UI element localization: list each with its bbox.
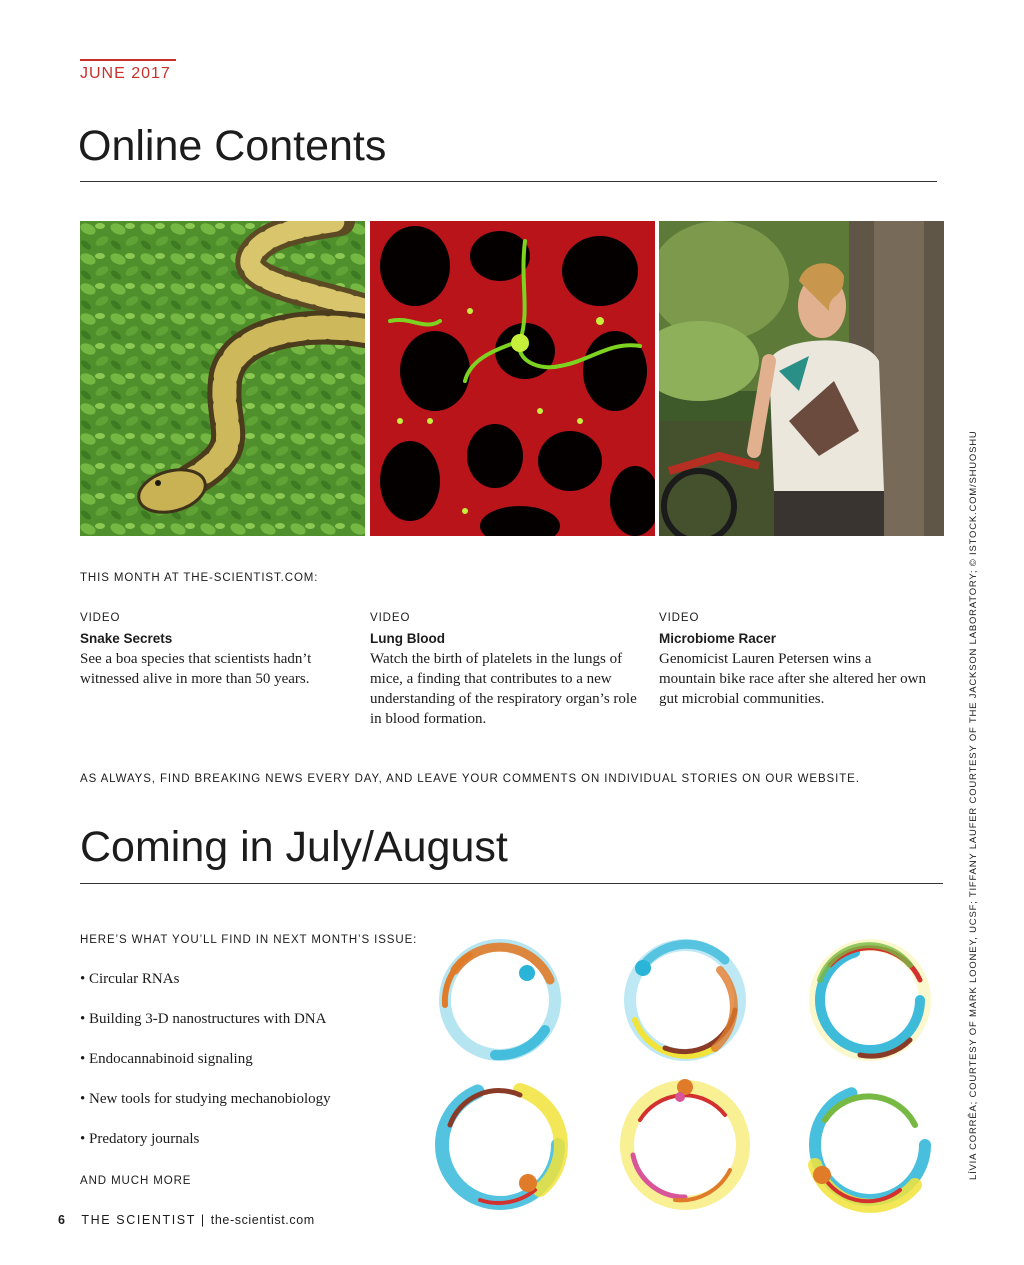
online-contents-title: Online Contents xyxy=(78,122,387,170)
item-headline[interactable]: Microbiome Racer xyxy=(659,631,777,646)
ring-3 xyxy=(815,945,925,1056)
list-item: • New tools for studying mechanobiology xyxy=(80,1091,331,1107)
item-headline[interactable]: Snake Secrets xyxy=(80,631,173,646)
magazine-name: THE SCIENTIST xyxy=(81,1213,196,1227)
issue-date: JUNE 2017 xyxy=(80,65,171,82)
much-more-label: AND MUCH MORE xyxy=(80,1175,192,1187)
item-headline[interactable]: Lung Blood xyxy=(370,631,445,646)
lung-blood-micrograph xyxy=(370,221,655,536)
list-item: • Building 3-D nanostructures with DNA xyxy=(80,1011,327,1027)
online-item-snake[interactable] xyxy=(80,612,350,689)
footer-separator: | xyxy=(200,1213,206,1227)
list-item: • Circular RNAs xyxy=(80,971,180,987)
ring-4 xyxy=(442,1087,561,1203)
item-type: VIDEO xyxy=(80,612,121,624)
circular-rna-illustration xyxy=(430,915,950,1215)
date-rule xyxy=(80,59,176,61)
item-description: Watch the birth of platelets in the lungs of mice, a finding that contributes to a new understanding of the respiratory organ’s role in blood formation. xyxy=(370,651,637,727)
page-footer xyxy=(58,1213,315,1227)
coming-rule xyxy=(80,883,943,884)
snake-photo xyxy=(80,221,365,536)
comments-line: AS ALWAYS, FIND BREAKING NEWS EVERY DAY, AND LEAVE YOUR COMMENTS ON INDIVIDUAL STORIES ON OUR WEBSITE. xyxy=(80,773,860,785)
list-item: • Predatory journals xyxy=(80,1131,200,1147)
online-item-microbiome[interactable] xyxy=(659,612,929,709)
item-description: Genomicist Lauren Petersen wins a mountain bike race after she altered her own gut microbial communities. xyxy=(659,651,926,707)
next-issue-label: HERE’S WHAT YOU’LL FIND IN NEXT MONTH’S ISSUE: xyxy=(80,934,418,946)
item-description: See a boa species that scientists hadn’t witnessed alive in more than 50 years. xyxy=(80,651,312,687)
this-month-label: THIS MONTH AT THE-SCIENTIST.COM: xyxy=(80,572,319,584)
ring-5 xyxy=(627,1079,743,1203)
online-contents-rule xyxy=(80,181,937,182)
ring-6 xyxy=(813,1090,925,1206)
next-issue-list xyxy=(80,969,331,1169)
ring-2 xyxy=(630,944,740,1056)
page-number: 6 xyxy=(58,1213,67,1227)
item-type: VIDEO xyxy=(659,612,700,624)
cyclist-photo xyxy=(659,221,944,536)
photo-credits: LÍVIA CORRÊA; COURTESY OF MARK LOONEY, UCSF; TIFFANY LAUFER COURTESY OF THE JACKSON LABORATORY; © ISTOCK.COM/SHUOSHU xyxy=(968,430,979,1180)
list-item: • Endocannabinoid signaling xyxy=(80,1051,253,1067)
online-item-lung[interactable] xyxy=(370,612,640,729)
ring-1 xyxy=(445,945,555,1055)
coming-title: Coming in July/August xyxy=(80,823,508,871)
item-type: VIDEO xyxy=(370,612,411,624)
website-link[interactable]: the-scientist.com xyxy=(210,1213,315,1227)
